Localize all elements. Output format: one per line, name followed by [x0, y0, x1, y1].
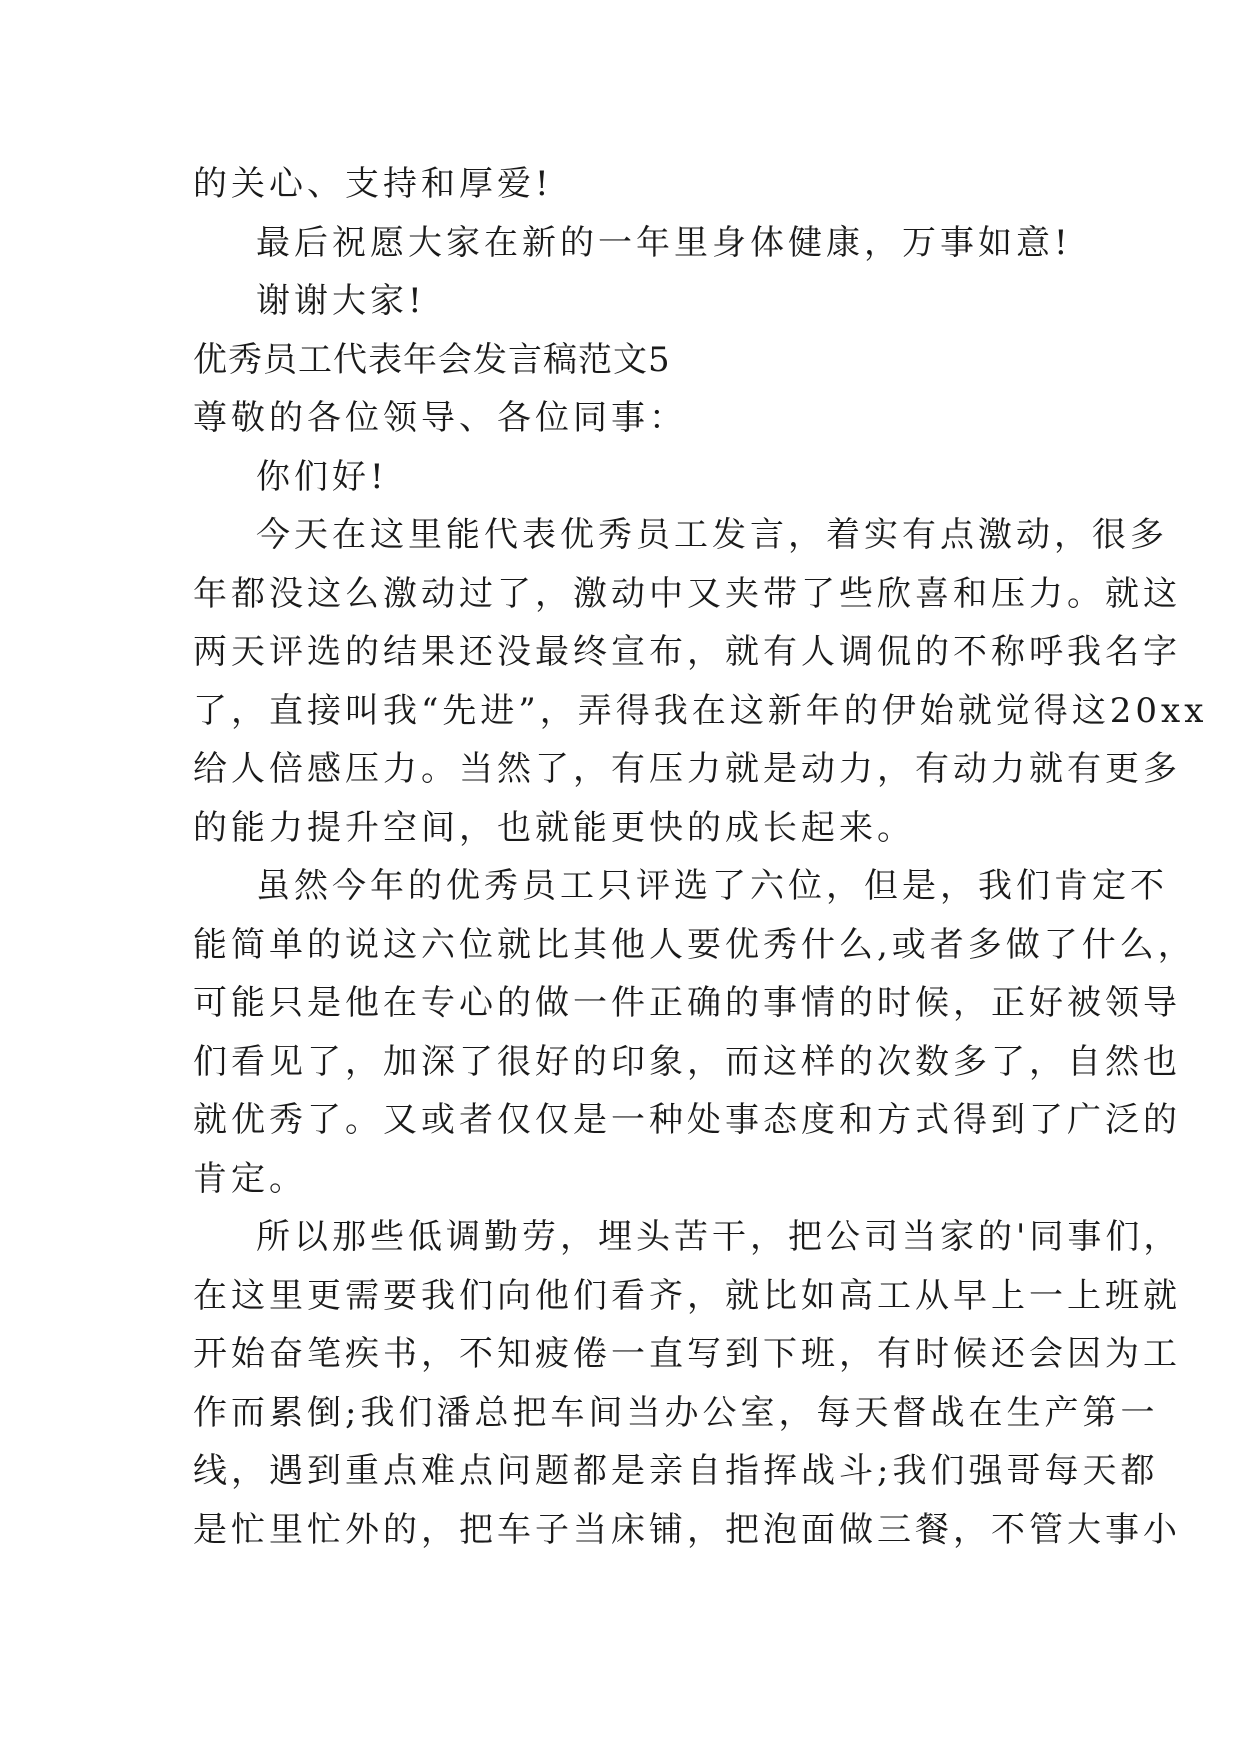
text-line: 今天在这里能代表优秀员工发言，着实有点激动，很多	[256, 515, 1168, 555]
text-line: 开始奋笔疾书，不知疲倦一直写到下班，有时候还会因为工	[193, 1334, 1181, 1374]
text-line: 线，遇到重点难点问题都是亲自指挥战斗;我们强哥每天都	[193, 1451, 1159, 1491]
text-line: 年都没这么激动过了，激动中又夹带了些欣喜和压力。就这	[193, 573, 1181, 614]
document-body	[193, 155, 1208, 1559]
text-line: 虽然今年的优秀员工只评选了六位，但是，我们肯定不	[256, 866, 1168, 906]
text-line: 在这里更需要我们向他们看齐，就比如高工从早上一上班就	[193, 1275, 1181, 1316]
text-line: 可能只是他在专心的做一件正确的事情的时候，正好被领导	[193, 983, 1181, 1023]
text-line: 能简单的说这六位就比其他人要优秀什么,或者多做了什么，	[193, 924, 1196, 965]
greeting: 你们好!	[256, 456, 388, 497]
text-line: 是忙里忙外的，把车子当床铺，把泡面做三餐，不管大事小	[193, 1509, 1181, 1550]
text-line: 所以那些低调勤劳，埋头苦干，把公司当家的'同事们，	[256, 1217, 1182, 1257]
text-line: 给人倍感压力。当然了，有压力就是动力，有动力就有更多	[193, 749, 1181, 789]
text-line: 的关心、支持和厚爱!	[193, 164, 553, 204]
text-line: 最后祝愿大家在新的一年里身体健康，万事如意!	[256, 222, 1072, 263]
text-line: 就优秀了。又或者仅仅是一种处事态度和方式得到了广泛的	[193, 1100, 1181, 1140]
text-line: 谢谢大家!	[256, 281, 426, 321]
text-line: 肯定。	[193, 1158, 307, 1199]
section-heading: 优秀员工代表年会发言稿范文5	[193, 339, 671, 380]
text-line: 的能力提升空间，也就能更快的成长起来。	[193, 807, 915, 848]
text-line: 作而累倒;我们潘总把车间当办公室，每天督战在生产第一	[193, 1392, 1159, 1433]
text-line: 们看见了，加深了很好的印象，而这样的次数多了，自然也	[193, 1041, 1181, 1082]
text-line: 了，直接叫我“先进”，弄得我在这新年的伊始就觉得这20xx	[193, 690, 1208, 731]
salutation: 尊敬的各位领导、各位同事：	[193, 398, 687, 438]
text-line: 两天评选的结果还没最终宣布，就有人调侃的不称呼我名字	[193, 632, 1181, 672]
